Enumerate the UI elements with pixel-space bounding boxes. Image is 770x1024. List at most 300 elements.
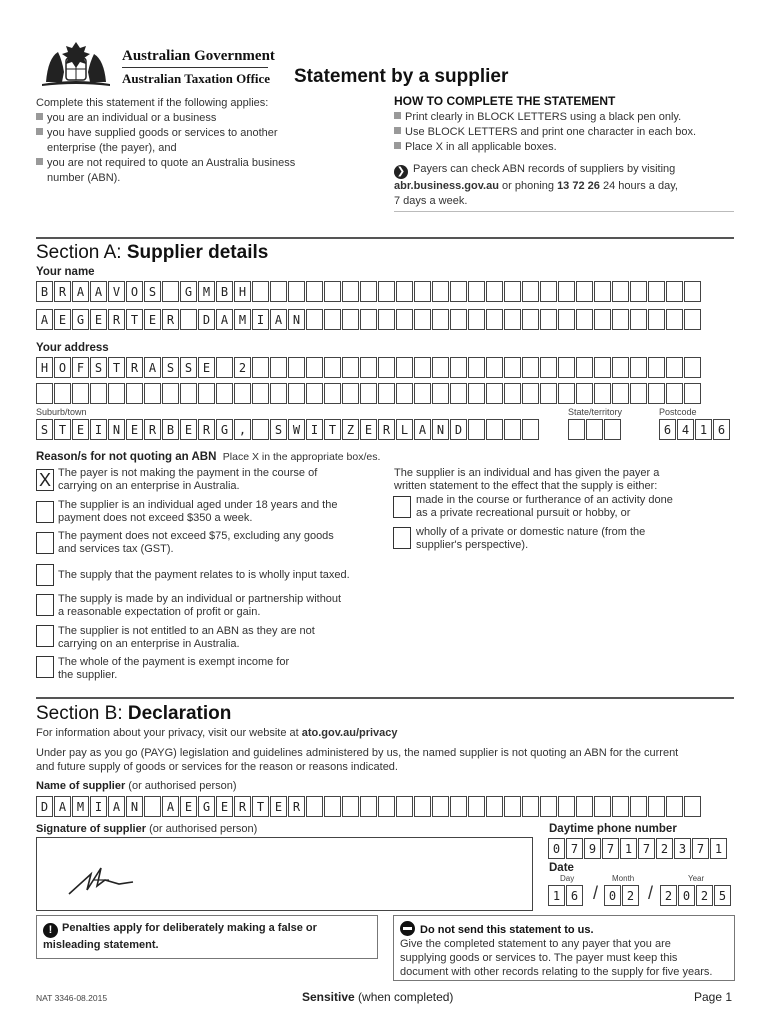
year-input[interactable] [660, 885, 732, 906]
char-box[interactable] [648, 796, 665, 817]
char-box[interactable]: S [270, 419, 287, 440]
char-box[interactable] [522, 796, 539, 817]
char-box[interactable]: B [216, 281, 233, 302]
char-box[interactable] [324, 383, 341, 404]
char-box[interactable] [468, 419, 485, 440]
char-box[interactable]: E [180, 796, 197, 817]
char-box[interactable] [568, 419, 585, 440]
date-slash-2: / [648, 883, 654, 903]
char-box[interactable]: M [234, 309, 251, 330]
char-box[interactable]: I [90, 419, 107, 440]
reasons-heading: Reason/s for not quoting an ABN Place X in the appropriate box/es. [36, 451, 381, 463]
name-line-2[interactable] [36, 309, 702, 330]
char-box[interactable]: A [54, 796, 71, 817]
char-box[interactable] [504, 796, 521, 817]
how-to-bullet-1: Print clearly in BLOCK LETTERS using a black pen only. [394, 110, 734, 125]
intro-block [36, 96, 366, 186]
char-box[interactable]: D [450, 419, 467, 440]
char-box[interactable] [450, 357, 467, 378]
char-box[interactable]: A [108, 796, 125, 817]
char-box[interactable]: M [72, 796, 89, 817]
right-reason-1-checkbox[interactable] [393, 496, 411, 518]
char-box[interactable] [612, 383, 629, 404]
address-line-1[interactable] [36, 357, 702, 378]
char-box[interactable]: S [180, 357, 197, 378]
char-box[interactable]: E [198, 357, 215, 378]
suburb-label: Suburb/town [36, 407, 87, 417]
day-input[interactable] [548, 885, 584, 906]
char-box[interactable] [252, 419, 269, 440]
char-box[interactable] [396, 796, 413, 817]
char-box[interactable] [432, 281, 449, 302]
char-box[interactable] [612, 281, 629, 302]
char-box[interactable]: 2 [696, 885, 713, 906]
reason-5-checkbox[interactable] [36, 594, 54, 616]
char-box[interactable] [612, 309, 629, 330]
char-box[interactable] [558, 357, 575, 378]
char-box[interactable] [666, 357, 683, 378]
reason-6-checkbox[interactable] [36, 625, 54, 647]
char-box[interactable]: E [180, 419, 197, 440]
char-box[interactable] [522, 383, 539, 404]
char-box[interactable] [288, 357, 305, 378]
char-box[interactable]: T [324, 419, 341, 440]
char-box[interactable] [396, 357, 413, 378]
char-box[interactable] [594, 357, 611, 378]
char-box[interactable]: 1 [620, 838, 637, 859]
char-box[interactable]: E [360, 419, 377, 440]
char-box[interactable]: S [36, 419, 53, 440]
char-box[interactable] [504, 383, 521, 404]
char-box[interactable]: T [54, 419, 71, 440]
reason-4-checkbox[interactable] [36, 564, 54, 586]
char-box[interactable] [180, 383, 197, 404]
char-box[interactable]: B [162, 419, 179, 440]
char-box[interactable] [414, 281, 431, 302]
char-box[interactable]: G [216, 419, 233, 440]
coat-of-arms-icon [38, 38, 114, 88]
char-box[interactable]: S [144, 281, 161, 302]
char-box[interactable] [432, 309, 449, 330]
char-box[interactable] [270, 281, 287, 302]
char-box[interactable] [468, 796, 485, 817]
char-box[interactable] [468, 281, 485, 302]
char-box[interactable] [666, 796, 683, 817]
char-box[interactable]: A [162, 796, 179, 817]
char-box[interactable] [576, 281, 593, 302]
char-box[interactable] [324, 357, 341, 378]
char-box[interactable]: D [198, 309, 215, 330]
reason-5-text: The supply is made by an individual or partnership without a reasonable expectation of profit or gain. [58, 593, 342, 618]
char-box[interactable]: R [54, 281, 71, 302]
char-box[interactable] [342, 383, 359, 404]
char-box[interactable] [594, 309, 611, 330]
reason-3-checkbox[interactable] [36, 532, 54, 554]
char-box[interactable]: R [378, 419, 395, 440]
char-box[interactable]: 6 [659, 419, 676, 440]
char-box[interactable] [288, 383, 305, 404]
char-box[interactable] [648, 281, 665, 302]
char-box[interactable]: 2 [622, 885, 639, 906]
abn-check-note: ❯ Payers can check ABN records of suppliers by visiting abr.business.gov.au or phoning 13 72 26 24 hours a day, 7 days a week. [394, 162, 734, 212]
char-box[interactable]: E [216, 796, 233, 817]
char-box[interactable]: I [306, 419, 323, 440]
char-box[interactable]: 6 [713, 419, 730, 440]
char-box[interactable] [468, 309, 485, 330]
char-box[interactable]: A [414, 419, 431, 440]
char-box[interactable] [378, 357, 395, 378]
char-box[interactable] [414, 383, 431, 404]
char-box[interactable] [252, 383, 269, 404]
char-box[interactable] [558, 281, 575, 302]
char-box[interactable] [630, 281, 647, 302]
char-box[interactable] [486, 281, 503, 302]
char-box[interactable] [450, 383, 467, 404]
char-box[interactable] [72, 383, 89, 404]
char-box[interactable] [522, 309, 539, 330]
reason-2-checkbox[interactable] [36, 501, 54, 523]
char-box[interactable] [108, 383, 125, 404]
char-box[interactable]: N [126, 796, 143, 817]
name-line-1[interactable] [36, 281, 702, 302]
char-box[interactable] [666, 281, 683, 302]
char-box[interactable] [540, 309, 557, 330]
char-box[interactable] [396, 309, 413, 330]
char-box[interactable] [648, 357, 665, 378]
char-box[interactable]: 6 [566, 885, 583, 906]
char-box[interactable] [378, 383, 395, 404]
intro-bullet-2b: enterprise (the payer), and [47, 142, 177, 154]
char-box[interactable]: T [126, 309, 143, 330]
char-box[interactable]: Z [342, 419, 359, 440]
char-box[interactable] [324, 281, 341, 302]
char-box[interactable]: 1 [695, 419, 712, 440]
char-box[interactable]: A [144, 357, 161, 378]
char-box[interactable] [586, 419, 603, 440]
char-box[interactable]: N [288, 309, 305, 330]
char-box[interactable] [594, 281, 611, 302]
char-box[interactable] [630, 309, 647, 330]
char-box[interactable] [216, 383, 233, 404]
char-box[interactable] [432, 357, 449, 378]
char-box[interactable]: R [288, 796, 305, 817]
char-box[interactable] [396, 281, 413, 302]
char-box[interactable]: R [198, 419, 215, 440]
char-box[interactable] [360, 309, 377, 330]
char-box[interactable]: T [252, 796, 269, 817]
char-box[interactable]: 0 [678, 885, 695, 906]
char-box[interactable]: 2 [660, 885, 677, 906]
char-box[interactable]: R [108, 309, 125, 330]
char-box[interactable]: 5 [714, 885, 731, 906]
char-box[interactable] [630, 357, 647, 378]
char-box[interactable] [666, 383, 683, 404]
char-box[interactable] [414, 309, 431, 330]
char-box[interactable] [450, 281, 467, 302]
gov-line-2: Australian Taxation Office [122, 71, 271, 86]
char-box[interactable] [360, 383, 377, 404]
char-box[interactable] [252, 281, 269, 302]
char-box[interactable] [540, 383, 557, 404]
char-box[interactable] [324, 309, 341, 330]
char-box[interactable]: 0 [604, 885, 621, 906]
char-box[interactable]: A [270, 309, 287, 330]
char-box[interactable]: D [36, 796, 53, 817]
char-box[interactable] [648, 309, 665, 330]
reason-2-text: The supplier is an individual aged under 18 years and the payment does not exceed $350 a week. [58, 499, 338, 524]
char-box[interactable]: E [72, 419, 89, 440]
char-box[interactable]: E [270, 796, 287, 817]
char-box[interactable]: I [252, 309, 269, 330]
char-box[interactable]: 0 [548, 838, 565, 859]
char-box[interactable] [342, 309, 359, 330]
char-box[interactable]: R [162, 309, 179, 330]
reason-1-text: The payer is not making the payment in the course of carrying on an enterprise in Australia. [58, 467, 318, 492]
char-box[interactable] [414, 796, 431, 817]
reason-4-text: The supply that the payment relates to is wholly input taxed. [58, 569, 350, 581]
char-box[interactable] [198, 383, 215, 404]
char-box[interactable]: E [90, 309, 107, 330]
char-box[interactable] [630, 383, 647, 404]
char-box[interactable]: R [126, 357, 143, 378]
char-box[interactable]: 1 [548, 885, 565, 906]
char-box[interactable] [54, 383, 71, 404]
privacy-link[interactable]: ato.gov.au/privacy [301, 727, 398, 739]
section-a-rule [36, 237, 734, 239]
char-box[interactable] [540, 796, 557, 817]
char-box[interactable] [360, 357, 377, 378]
char-box[interactable] [144, 796, 161, 817]
char-box[interactable]: S [162, 357, 179, 378]
char-box[interactable]: A [90, 281, 107, 302]
char-box[interactable] [576, 796, 593, 817]
intro-lead: Complete this statement if the following applies: [36, 97, 269, 109]
char-box[interactable] [432, 383, 449, 404]
year-label: Year [688, 874, 705, 883]
no-entry-icon [400, 921, 415, 936]
char-box[interactable] [486, 796, 503, 817]
char-box[interactable] [540, 357, 557, 378]
char-box[interactable]: E [54, 309, 71, 330]
char-box[interactable] [306, 357, 323, 378]
char-box[interactable] [450, 309, 467, 330]
char-box[interactable] [612, 357, 629, 378]
char-box[interactable]: 2 [656, 838, 673, 859]
char-box[interactable] [432, 796, 449, 817]
char-box[interactable] [576, 309, 593, 330]
char-box[interactable]: 7 [692, 838, 709, 859]
char-box[interactable] [576, 383, 593, 404]
char-box[interactable]: 2 [234, 357, 251, 378]
char-box[interactable] [684, 309, 701, 330]
char-box[interactable]: 7 [638, 838, 655, 859]
char-box[interactable] [486, 419, 503, 440]
char-box[interactable]: A [72, 281, 89, 302]
char-box[interactable]: O [54, 357, 71, 378]
char-box[interactable] [378, 796, 395, 817]
char-box[interactable] [684, 383, 701, 404]
char-box[interactable]: 1 [710, 838, 727, 859]
char-box[interactable] [162, 281, 179, 302]
month-input[interactable] [604, 885, 640, 906]
suburb-input[interactable] [36, 419, 540, 440]
char-box[interactable] [360, 796, 377, 817]
char-box[interactable] [558, 309, 575, 330]
char-box[interactable]: O [126, 281, 143, 302]
char-box[interactable] [396, 383, 413, 404]
reason-7-text: The whole of the payment is exempt income for the supplier. [58, 656, 290, 681]
address-line-2[interactable] [36, 383, 702, 404]
right-reason-1-text: made in the course or furtherance of an activity done as a private recreational pursuit or hobby, or [416, 494, 673, 519]
phone-input[interactable] [548, 838, 728, 859]
warning-icon: ! [43, 923, 58, 938]
char-box[interactable] [342, 357, 359, 378]
char-box[interactable]: E [144, 309, 161, 330]
signature-box[interactable] [36, 837, 533, 911]
char-box[interactable] [604, 419, 621, 440]
char-box[interactable] [504, 309, 521, 330]
char-box[interactable] [252, 357, 269, 378]
signature-label: Signature of supplier (or authorised person) [36, 823, 258, 835]
how-to-bullet-3: Place X in all applicable boxes. [394, 140, 734, 155]
right-reason-2-text: wholly of a private or domestic nature (from the supplier's perspective). [416, 526, 646, 551]
char-box[interactable]: A [216, 309, 233, 330]
char-box[interactable] [468, 357, 485, 378]
char-box[interactable] [306, 796, 323, 817]
char-box[interactable] [306, 383, 323, 404]
postcode-label: Postcode [659, 407, 697, 417]
abr-link[interactable]: abr.business.gov.au [394, 180, 499, 192]
supplier-name-input[interactable] [36, 796, 702, 817]
char-box[interactable] [306, 281, 323, 302]
char-box[interactable] [684, 281, 701, 302]
day-label: Day [560, 874, 575, 883]
char-box[interactable] [684, 357, 701, 378]
char-box[interactable]: G [72, 309, 89, 330]
char-box[interactable] [414, 357, 431, 378]
char-box[interactable] [378, 281, 395, 302]
char-box[interactable]: B [36, 281, 53, 302]
section-b-heading: Section B: Declaration [36, 703, 232, 724]
char-box[interactable] [468, 383, 485, 404]
char-box[interactable] [666, 309, 683, 330]
char-box[interactable]: 4 [677, 419, 694, 440]
char-box[interactable]: 9 [584, 838, 601, 859]
char-box[interactable] [504, 419, 521, 440]
char-box[interactable]: N [108, 419, 125, 440]
char-box[interactable]: G [198, 796, 215, 817]
char-box[interactable]: N [432, 419, 449, 440]
char-box[interactable]: I [90, 796, 107, 817]
char-box[interactable]: , [234, 419, 251, 440]
char-box[interactable] [306, 309, 323, 330]
char-box[interactable]: L [396, 419, 413, 440]
char-box[interactable] [522, 281, 539, 302]
char-box[interactable]: E [126, 419, 143, 440]
reason-7-checkbox[interactable] [36, 656, 54, 678]
char-box[interactable] [630, 796, 647, 817]
date-label: Date [549, 862, 574, 874]
char-box[interactable]: H [36, 357, 53, 378]
char-box[interactable] [648, 383, 665, 404]
do-not-send-notice: Do not send this statement to us. Give the completed statement to any payer that you are supplying goods or services to. The payer must keep this document with other records relating to the supply for five years. [393, 915, 735, 981]
how-to-heading: HOW TO COMPLETE THE STATEMENT [394, 94, 616, 108]
how-to-bullet-2: Use BLOCK LETTERS and print one character in each box. [394, 125, 734, 140]
gov-line-1: Australian Government [122, 48, 275, 64]
char-box[interactable] [270, 383, 287, 404]
char-box[interactable]: A [36, 309, 53, 330]
char-box[interactable] [594, 383, 611, 404]
char-box[interactable]: R [144, 419, 161, 440]
char-box[interactable] [342, 281, 359, 302]
char-box[interactable] [216, 357, 233, 378]
char-box[interactable]: F [72, 357, 89, 378]
char-box[interactable]: R [234, 796, 251, 817]
char-box[interactable] [684, 796, 701, 817]
char-box[interactable]: M [198, 281, 215, 302]
char-box[interactable] [594, 796, 611, 817]
intro-bullet-3b: number (ABN). [47, 172, 121, 184]
right-reason-2-checkbox[interactable] [393, 527, 411, 549]
char-box[interactable] [180, 309, 197, 330]
char-box[interactable] [324, 796, 341, 817]
intro-bullet-1: you are an individual or a business [36, 111, 366, 126]
how-to-block [394, 94, 734, 155]
char-box[interactable] [486, 383, 503, 404]
char-box[interactable] [36, 383, 53, 404]
char-box[interactable]: 3 [674, 838, 691, 859]
char-box[interactable] [522, 357, 539, 378]
char-box[interactable]: G [180, 281, 197, 302]
char-box[interactable]: H [234, 281, 251, 302]
char-box[interactable] [126, 383, 143, 404]
char-box[interactable] [144, 383, 161, 404]
char-box[interactable] [162, 383, 179, 404]
reason-1-checkbox[interactable]: X [36, 469, 54, 491]
char-box[interactable] [486, 309, 503, 330]
your-address-label: Your address [36, 342, 109, 354]
char-box[interactable] [270, 357, 287, 378]
char-box[interactable] [234, 383, 251, 404]
char-box[interactable] [540, 281, 557, 302]
char-box[interactable]: 7 [602, 838, 619, 859]
char-box[interactable] [504, 357, 521, 378]
char-box[interactable]: S [90, 357, 107, 378]
char-box[interactable] [378, 309, 395, 330]
char-box[interactable] [486, 357, 503, 378]
state-input[interactable] [568, 419, 622, 440]
char-box[interactable] [288, 281, 305, 302]
char-box[interactable] [612, 796, 629, 817]
char-box[interactable] [522, 419, 539, 440]
char-box[interactable]: W [288, 419, 305, 440]
right-reasons-intro: The supplier is an individual and has given the payer a written statement to the effect that the supply is either: [394, 467, 660, 492]
char-box[interactable] [450, 796, 467, 817]
char-box[interactable] [558, 796, 575, 817]
char-box[interactable] [342, 796, 359, 817]
signature-mark-icon [63, 860, 153, 900]
char-box[interactable] [360, 281, 377, 302]
char-box[interactable] [90, 383, 107, 404]
postcode-input[interactable] [659, 419, 731, 440]
declaration-text: Under pay as you go (PAYG) legislation and guidelines administered by us, the named supplier is not quoting an ABN for the current and future supply of goods or services for the reason or reasons indicated. [36, 747, 679, 773]
char-box[interactable]: 7 [566, 838, 583, 859]
char-box[interactable] [576, 357, 593, 378]
char-box[interactable]: V [108, 281, 125, 302]
char-box[interactable]: T [108, 357, 125, 378]
char-box[interactable] [504, 281, 521, 302]
char-box[interactable] [558, 383, 575, 404]
